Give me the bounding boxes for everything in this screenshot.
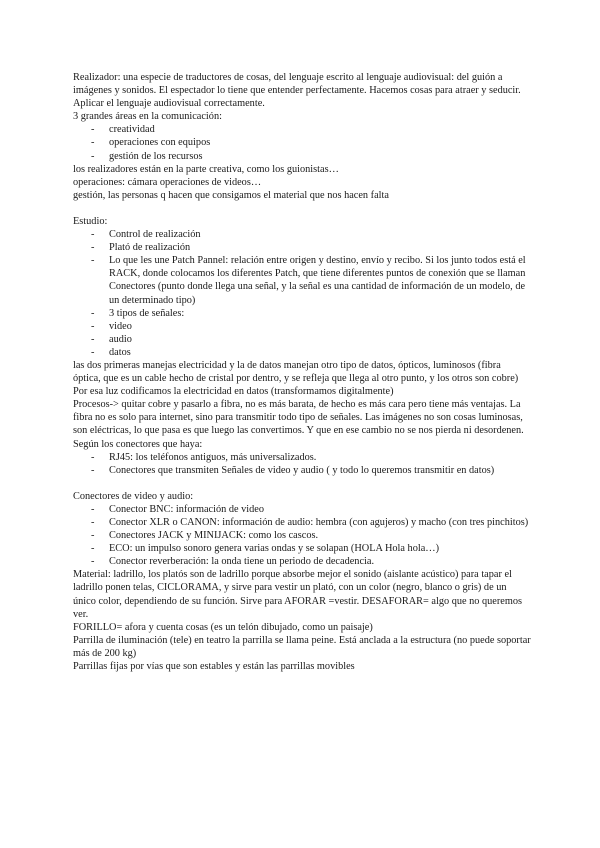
areas-heading: 3 grandes áreas en la comunicación: [73, 111, 222, 123]
list-item: - audio [73, 333, 531, 346]
list-item: - Conector reverberación: la onda tiene un periodo de decadencia. [73, 555, 531, 568]
list-item: - Conectores que transmiten Señales de video y audio ( y todo lo queremos transmitir en datos) [73, 464, 531, 477]
estudio-list [73, 228, 531, 359]
document-page [73, 71, 531, 673]
list-item: - Control de realización [73, 228, 531, 241]
datos-paragraph: las dos primeras manejas electricidad y la de datos manejan otro tipo de datos, ópticos, luminosos (fibra óptica, que es un cable hecho de cristal por dentro, y se refleja que llega al otro punto, y los otros son cobre) Por esa luz codificamos la electricidad en datos (transformamos digitalmente) [73, 359, 519, 398]
material-paragraph: Material: ladrillo, los platós son de ladrillo porque absorbe mejor el sonido (aislante acústico) para tapar el ladrillo ponen telas, CICLORAMA, y sirve para vestir un plató, con un color (negro, blanco o gris) de un único color, dependiendo de su función. Sirve para AFORAR =vestir. DESAFORAR= algo que no queremos ver. [73, 569, 523, 620]
conectores-heading: Conectores de video y audio: [73, 490, 194, 502]
list-item: - datos [73, 346, 531, 359]
areas-desc-management: gestión, las personas q hacen que consigamos el material que nos hacen falta [73, 189, 389, 201]
intro-paragraph: Realizador: una especie de traductores de cosas, del lenguaje escrito al lenguaje audiovisual: del guión a imágenes y sonidos. El espectador lo tiene que entender perfectamente. Hacemos cosas para atraer y seducir. Aplicar el lenguaje audiovisual correctamente. [73, 72, 521, 110]
forillo-paragraph: FORILLO= afora y cuenta cosas (es un telón dibujado, como un paisaje) [73, 621, 373, 633]
list-item: - gestión de los recursos [73, 150, 531, 163]
list-item: - Conector BNC: información de video [73, 503, 531, 516]
list-item: - Plató de realización [73, 241, 531, 254]
list-item: - ECO: un impulso sonoro genera varias ondas y se solapan (HOLA Hola hola…) [73, 542, 531, 555]
conectores-list [73, 503, 531, 568]
list-item: - creatividad [73, 123, 531, 136]
areas-list [73, 123, 531, 162]
parrilla-paragraph: Parrilla de iluminación (tele) en teatro la parrilla se llama peine. Está anclada a la estructura (no puede soportar más de 200 kg) [73, 634, 531, 659]
spacer [73, 477, 531, 490]
conectores-haya-list [73, 451, 531, 477]
spacer [73, 202, 531, 215]
list-item: - RJ45: los teléfonos antiguos, más universalizados. [73, 451, 531, 464]
parrillas-fijas-paragraph: Parrillas fijas por vías que son estables y están las parrillas movibles [73, 661, 355, 673]
list-item: - Conector XLR o CANON: información de audio: hembra (con agujeros) y macho (con tres pinchitos) [73, 516, 531, 529]
areas-desc-creative: los realizadores están en la parte creativa, como los guionistas… [73, 163, 339, 175]
list-item: - video [73, 320, 531, 333]
list-item: - Conectores JACK y MINIJACK: como los cascos. [73, 529, 531, 542]
areas-desc-operations: operaciones: cámara operaciones de videos… [73, 176, 262, 188]
list-item: - 3 tipos de señales: [73, 307, 531, 320]
list-item: - operaciones con equipos [73, 136, 531, 149]
estudio-heading: Estudio: [73, 215, 108, 227]
list-item: - Lo que les une Patch Pannel: relación entre origen y destino, envío y recibo. Si los junto todos está el RACK, donde colocamos los diferentes Patch, que tiene diferentes puntos de conexión que se llaman Conectores (punto donde llega una señal, y la señal es una cantidad de información de un modelo, de un determinado tipo) [73, 254, 531, 306]
conectores-haya-heading: Según los conectores que haya: [73, 438, 203, 450]
procesos-paragraph: Procesos-> quitar cobre y pasarlo a fibra, no es más barata, de hecho es más cara pero tiene más ventajas. La fibra no es solo para internet, sino para transmitir todo tipo de señales. Las imágenes no son cosas luminosas, son eléctricas, lo que pasa es que luego las convertimos. Y que en ese cambio no se nos pierda ni desordenen. [73, 399, 524, 437]
